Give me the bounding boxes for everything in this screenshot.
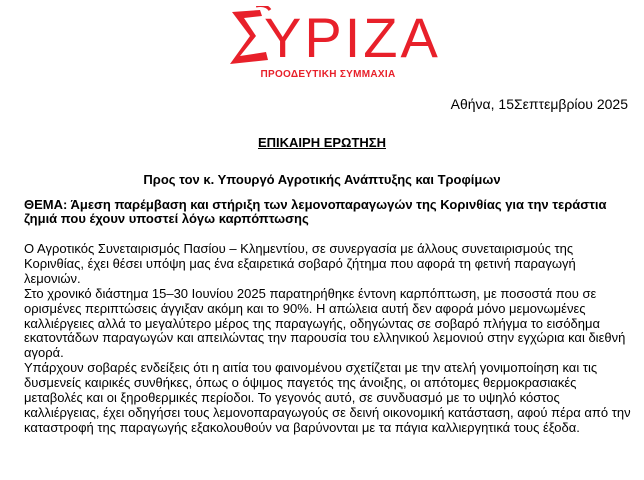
document-body [24, 242, 636, 436]
document-date: Αθήνα, 15Σεπτεμβρίου 2025 [450, 96, 628, 112]
subject-prefix: ΘΕΜΑ: [24, 197, 68, 212]
body-paragraph: Στο χρονικό διάστημα 15–30 Ιουνίου 2025 παρατηρήθηκε έντονη καρπόπτωση, με ποσοστά που σε ορισμένες περιπτώσεις άγγιξαν ακόμη και το 90%. Η απώλεια αυτή δεν αφορά μόνο μεμονωμένες καλλιέργειες αλλά το μεγαλύτερο μέρος της παραγωγής, οδηγώντας σε σοβαρό πλήγμα το εισόδημα εκατοντάδων παραγωγών και απειλώντας την παρουσία του ελληνικού λεμονιού στην εγχώρια και διεθνή αγορά. [24, 285, 626, 361]
document-heading: ΕΠΙΚΑΙΡΗ ΕΡΩΤΗΣΗ [257, 135, 386, 150]
logo-wordmark: ΥΡΙΖΑ [264, 6, 441, 69]
party-logo [0, 6, 644, 92]
body-paragraph: Ο Αγροτικός Συνεταιρισμός Πασίου – Κλημεντίου, σε συνεργασία με άλλους συνεταιρισμούς της Κορινθίας, έχει θέσει υπόψη μας ένα εξαιρετικά σοβαρό ζήτημα που αφορά τη φετινή παραγωγή λεμονιών. [24, 241, 576, 286]
recipient-line: Προς τον κ. Υπουργό Αγροτικής Ανάπτυξης και Τροφίμων [143, 172, 501, 187]
subject-text: Άμεση παρέμβαση και στήριξη των λεμονοπαραγωγών της Κορινθίας για την τεράστια ζημιά που έχουν υποστεί λόγω καρπόπτωσης [24, 197, 607, 226]
logo-subtitle: ΠΡΟΟΔΕΥΤΙΚΗ ΣΥΜΜΑΧΙΑ [260, 69, 396, 80]
subject-line [24, 198, 636, 226]
body-paragraph: Υπάρχουν σοβαρές ενδείξεις ότι η αιτία του φαινομένου σχετίζεται με την ατελή γονιμοποίηση και τις δυσμενείς καιρικές συνθήκες, όπως ο όψιμος παγετός της άνοιξης, οι απότομες θερμοκρασιακές μεταβολές και οι ξηροθερμικές περίοδοι. Το γεγονός αυτό, σε συνδυασμό με το υψηλό κόστος καλλιέργειας, έχει οδηγήσει τους λεμονοπαραγωγούς σε δεινή οικονομική κατάσταση, αφού πέρα από την καταστροφή της παραγωγής εξακολουθούν να βαρύνονται με τα πάγια καλλιεργητικά τους έξοδα. [24, 360, 631, 435]
